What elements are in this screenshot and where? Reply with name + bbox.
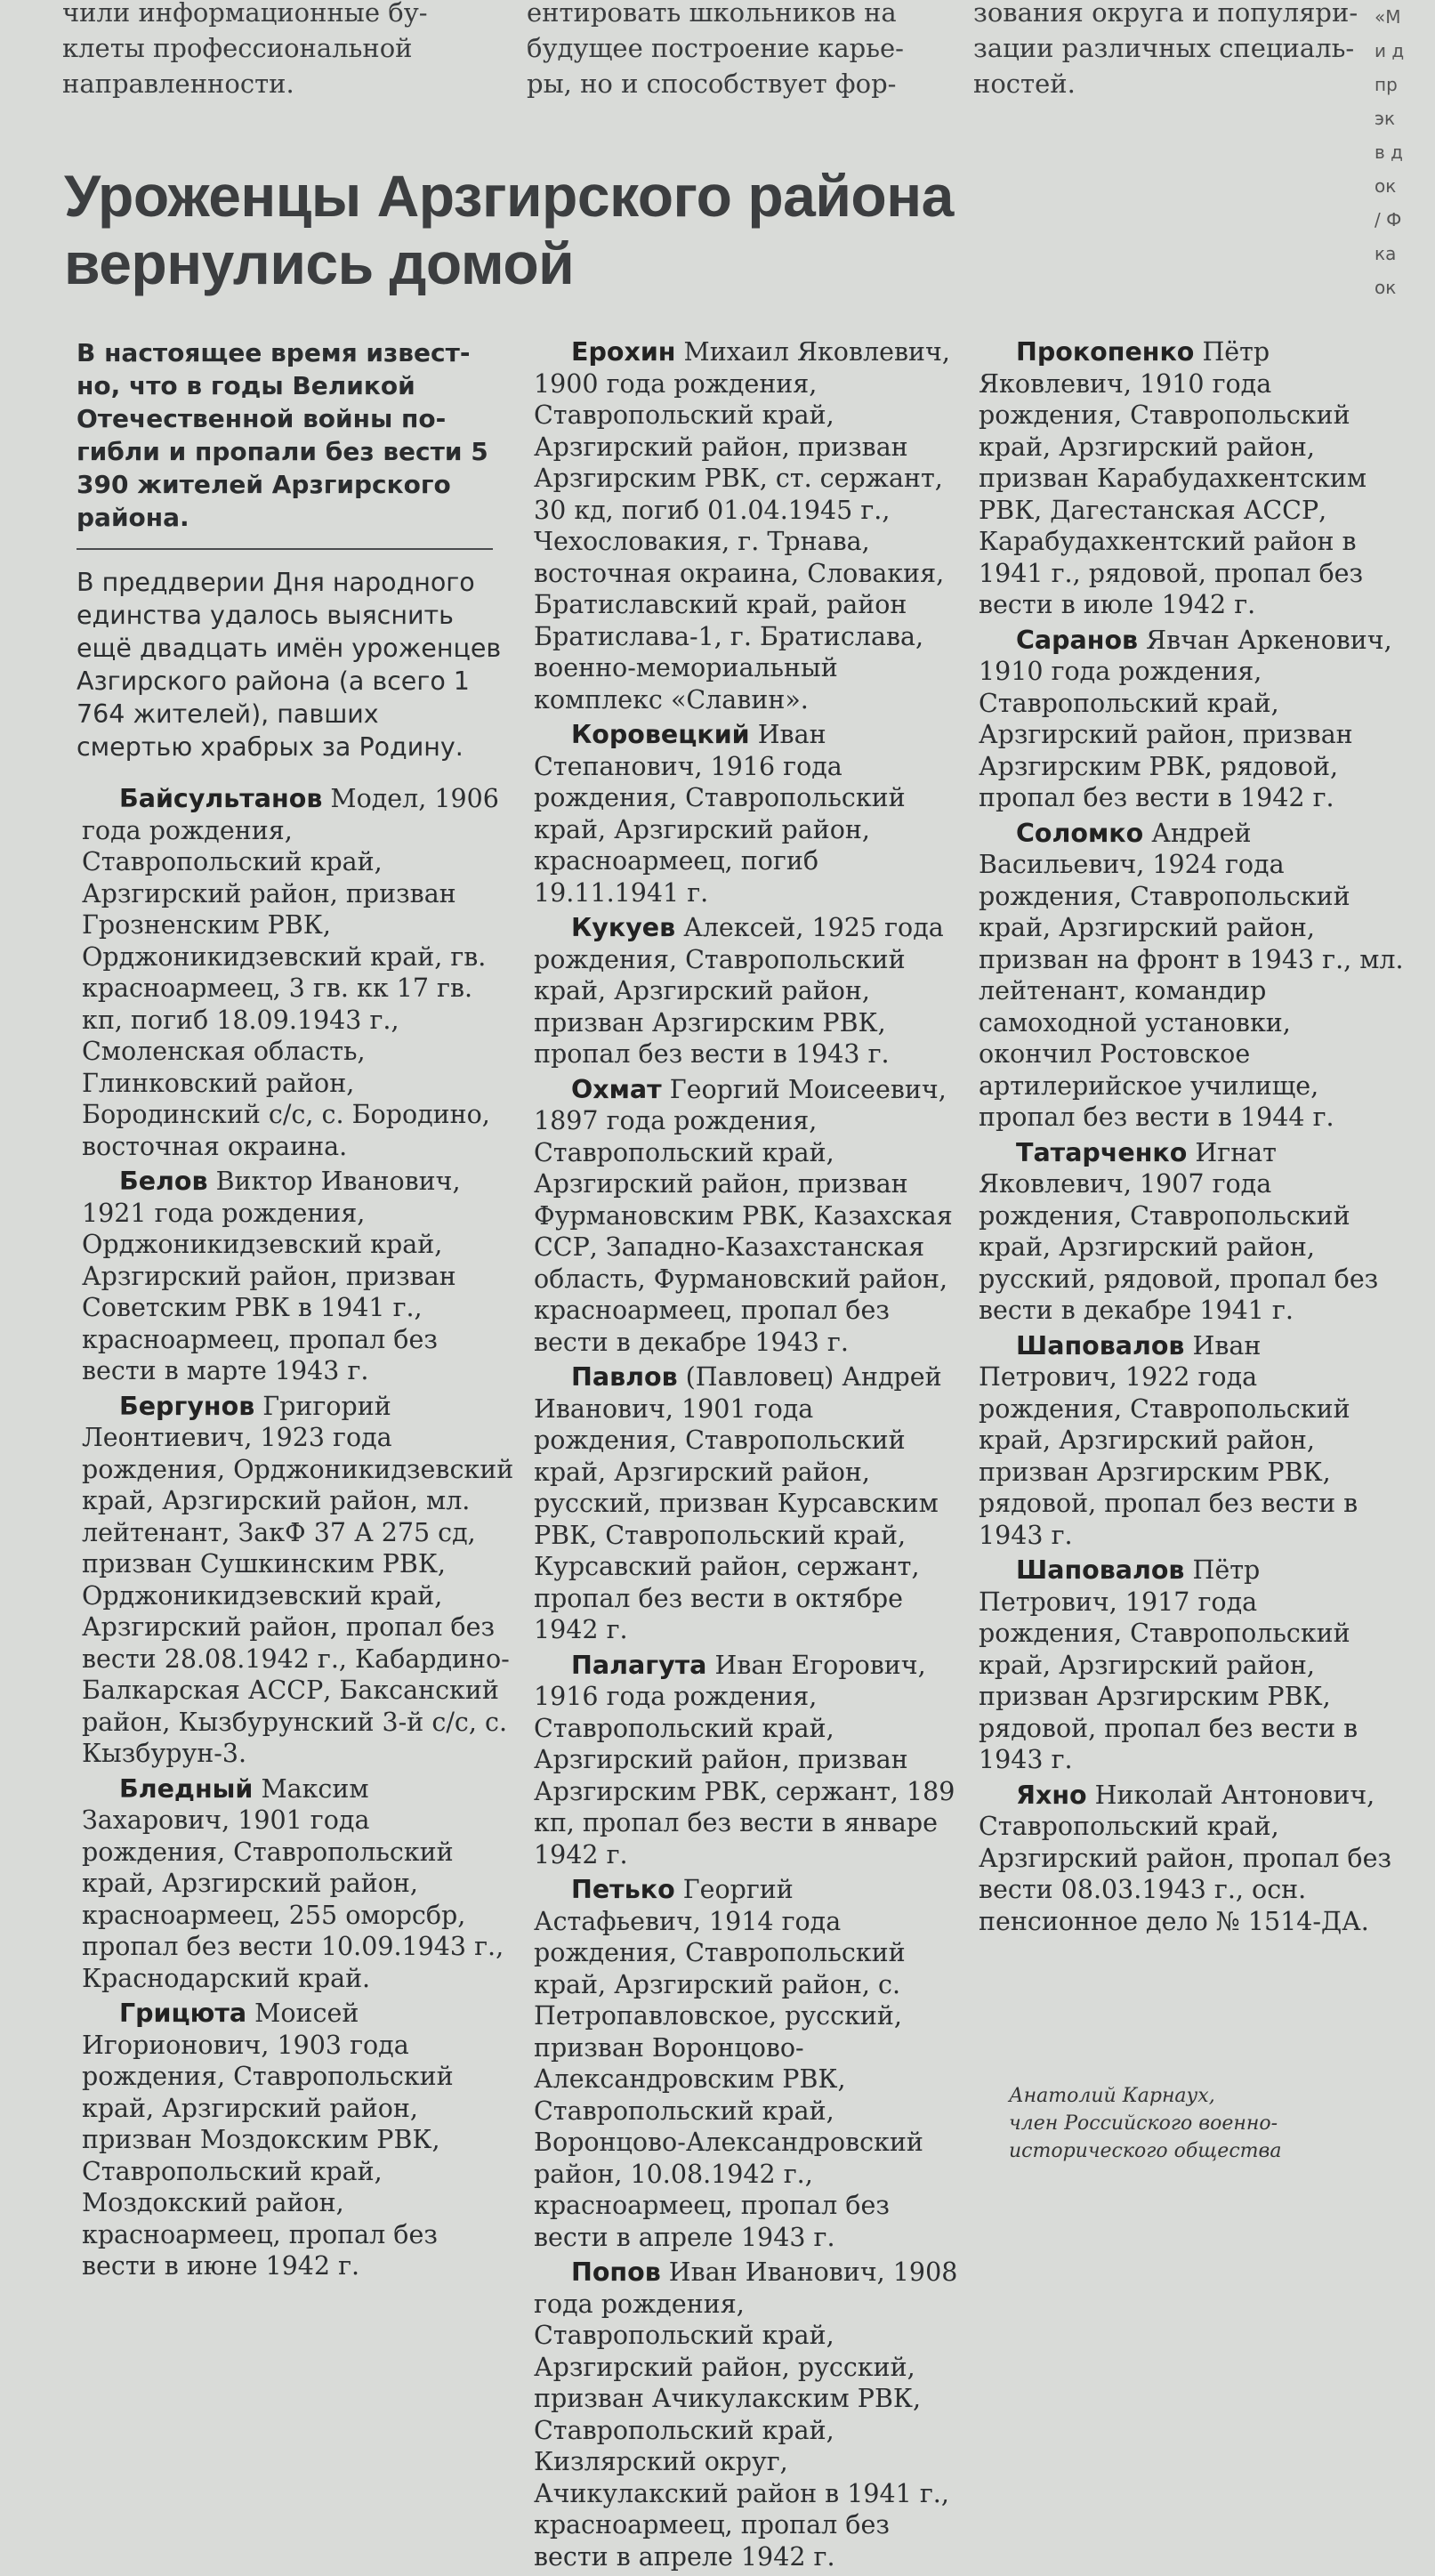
soldier-entry (979, 1780, 1404, 1938)
entry-surname: Татарченко (1016, 1137, 1188, 1167)
entry-details: Иван Егорович, 1916 года рождения, Ставропольский край, Арзгирский район, призван Арзгирским РВК, сержант, 189 кп, пропал без вести в январе 1942 г. (534, 1650, 955, 1869)
entry-surname: Саранов (1016, 625, 1139, 655)
entry-details: Григорий Леонтиевич, 1923 года рождения, Орджоникидзевский край, Арзгирский район, мл. лейтенант, ЗакФ 37 А 275 сд, призван Сушкинским РВК, Орджоникидзевский край, Арзгирский район, пропал без вести 28.08.1942 г., Кабардино-Балкарская АССР, Баксанский район, Кызбурунский 3-й с/с, с. Кызбурун-3. (82, 1391, 514, 1768)
soldier-entry (979, 1554, 1404, 1776)
entry-details: Николай Антонович, Ставропольский край, Арзгирский район, пропал без вести 08.03.1943 г., осн. пенсионное дело № 1514-ДА. (979, 1780, 1391, 1936)
entry-details: Алексей, 1925 года рождения, Ставропольский край, Арзгирский район, призван Арзгирским РВК, пропал без вести в 1943 г. (534, 913, 944, 1069)
entry-surname: Охмат (571, 1074, 662, 1104)
edge-fragment: ка (1375, 243, 1397, 264)
soldier-entry (534, 912, 959, 1070)
entry-details: (Павловец) Андрей Иванович, 1901 года рождения, Ставропольский край, Арзгирский район, русский, призван Курсавским РВК, Ставропольский край, Курсавский район, сержант, пропал без вести в октябре 1942 г. (534, 1362, 942, 1644)
soldier-entry (534, 1650, 959, 1871)
edge-fragment: ок (1375, 277, 1397, 298)
fragment-column-2 (527, 0, 904, 101)
fragment-column-3 (973, 0, 1358, 101)
fragment-column-1 (62, 0, 428, 101)
fragment-line: ры, но и способствует фор- (527, 69, 897, 99)
edge-fragment: эк (1375, 108, 1396, 129)
soldier-entry (534, 719, 959, 908)
entry-details: Иван Иванович, 1908 года рождения, Ставропольский край, Арзгирский район, русский, призван Ачикулакским РВК, Ставропольский край, Кизлярский округ, Ачикулакский район в 1941 г., красноармеец, пропал без вести в апреле 1942 г. (534, 2257, 958, 2572)
entry-surname: Попов (571, 2257, 661, 2287)
fragment-line: ентировать школьников на (527, 0, 897, 28)
article-headline (64, 162, 1060, 297)
fragment-line: зации различных специаль- (973, 33, 1355, 63)
entry-details: Виктор Иванович, 1921 года рождения, Орджоникидзевский край, Арзгирский район, призван Советским РВК в 1941 г., красноармеец, пропал без вести в марте 1943 г. (82, 1167, 461, 1385)
entry-surname: Коровецкий (571, 720, 750, 749)
entry-details: Моисей Игорионович, 1903 года рождения, Ставропольский край, Арзгирский район, призван Моздокским РВК, Ставропольский край, Моздокский район, красноармеец, пропал без вести в июне 1942 г. (82, 1999, 454, 2281)
entries-column-1 (82, 783, 516, 2286)
soldier-entry (534, 2257, 959, 2572)
author-role: член Российского военно- (1009, 2112, 1278, 2135)
article-intro: В преддверии Дня народного единства удалось выяснить ещё двадцать имён уроженцев Азгирского района (а всего 1 764 жителей), павших смертью храбрых за Родину. (77, 568, 502, 762)
entry-details: Модел, 1906 года рождения, Ставропольский край, Арзгирский район, призван Грозненским РВК, Орджоникидзевский край, гв. красноармеец, 3 гв. кк 17 гв. кп, погиб 18.09.1943 г., Смоленская область, Глинковский район, Бородинский с/с, с. Бородино, восточная окраина. (82, 784, 499, 1161)
entry-details: Максим Захарович, 1901 года рождения, Ставропольский край, Арзгирский район, красноармеец, 255 оморсбр, пропал без вести 10.09.1943 г., Краснодарский край. (82, 1773, 504, 1993)
headline-line: Уроженцы Арзгирского района (64, 163, 954, 229)
fragment-line: будущее построение карье- (527, 33, 904, 63)
fragment-line: клеты профессиональной (62, 33, 413, 63)
entry-surname: Белов (119, 1167, 208, 1196)
entry-details: Иван Степанович, 1916 года рождения, Ставропольский край, Арзгирский район, красноармеец, погиб 19.11.1941 г. (534, 720, 906, 908)
lead-divider (77, 548, 493, 550)
previous-article-fragment (0, 0, 1435, 107)
edge-fragment: в д (1375, 141, 1403, 163)
entry-details: Михаил Яковлевич, 1900 года рождения, Ставропольский край, Арзгирский район, призван Арзгирским РВК, ст. сержант, 30 кд, погиб 01.04.1945 г., Чехословакия, г. Трнава, восточная окраина, Словакия, Братиславский край, район Братислава-1, г. Братислава, военно-мемориальный комплекс «Славин». (534, 337, 950, 715)
entry-surname: Ерохин (571, 337, 676, 367)
author-role: исторического общества (1009, 2140, 1282, 2162)
fragment-line: направленности. (62, 69, 294, 99)
fragment-line: чили информационные бу- (62, 0, 428, 28)
soldier-entry (979, 818, 1404, 1134)
soldier-entry (82, 783, 516, 1162)
fragment-line: ностей. (973, 69, 1076, 99)
entry-surname: Кукуев (571, 913, 676, 942)
entry-details: Георгий Астафьевич, 1914 года рождения, Ставропольский край, Арзгирский район, с. Петропавловское, русский, призван Воронцово-Александровским РВК, Ставропольский край, Воронцово-Александровский район, 10.08.1942 г., красноармеец, пропал без вести в апреле 1943 г. (534, 1875, 923, 2252)
entry-surname: Прокопенко (1016, 337, 1195, 367)
edge-fragment: и д (1375, 40, 1405, 61)
entries-column-3 (979, 336, 1404, 1941)
entry-details: Явчан Аркенович, 1910 года рождения, Ставропольский край, Арзгирский район, призван Арзгирским РВК, рядовой, пропал без вести в 1942 г. (979, 625, 1392, 812)
entry-details: Игнат Яковлевич, 1907 года рождения, Ставропольский край, Арзгирский район, русский, рядовой, пропал без вести в декабре 1941 г. (979, 1137, 1379, 1325)
soldier-entry (534, 1874, 959, 2253)
entry-surname: Петько (571, 1875, 675, 1904)
soldier-entry (534, 1074, 959, 1359)
entry-surname: Байсультанов (119, 784, 323, 813)
edge-fragment: / Ф (1375, 209, 1402, 230)
fragment-line: зования округа и популяри- (973, 0, 1358, 28)
edge-fragment: «М (1375, 6, 1401, 28)
edge-fragment: ок (1375, 175, 1397, 197)
entry-details: Пётр Петрович, 1917 года рождения, Ставропольский край, Арзгирский район, призван Арзгирским РВК, рядовой, пропал без вести в 1943 г. (979, 1555, 1358, 1774)
soldier-entry (82, 1166, 516, 1387)
soldier-entry (534, 1361, 959, 1646)
entry-details: Андрей Васильевич, 1924 года рождения, Ставропольский край, Арзгирский район, призван на фронт в 1943 г., мл. лейтенант, командир самоходной установки, окончил Ростовское артилерийское училище, пропал без вести в 1944 г. (979, 818, 1404, 1132)
edge-fragment: пр (1375, 74, 1398, 95)
entry-details: Георгий Моисеевич, 1897 года рождения, Ставропольский край, Арзгирский район, призван Фурмановским РВК, Казахская ССР, Западно-Казахстанская область, Фурмановский район, красноармеец, пропал без вести в декабре 1943 г. (534, 1074, 953, 1357)
soldier-entry (534, 336, 959, 715)
soldier-entry (979, 1330, 1404, 1552)
soldier-entry (979, 1137, 1404, 1327)
entry-surname: Шаповалов (1016, 1555, 1185, 1585)
entry-surname: Соломко (1016, 818, 1144, 848)
entry-surname: Бергунов (119, 1391, 255, 1421)
adjacent-page-edge (1375, 0, 1435, 320)
entry-details: Пётр Яковлевич, 1910 года рождения, Ставропольский край, Арзгирский район, призван Карабудахкентским РВК, Дагестанская АССР, Карабудахкентский район в 1941 г., рядовой, пропал без вести в июле 1942 г. (979, 337, 1367, 619)
author-name: Анатолий Карнаух, (1009, 2085, 1215, 2107)
entry-surname: Палагута (571, 1650, 707, 1680)
soldier-entry (979, 625, 1404, 814)
article-lead: В настоящее время извест-но, что в годы Великой Отечественной войны по-гибли и пропали без вести 5 390 жителей Арзгирского района. (77, 338, 488, 532)
headline-line: вернулись домой (64, 230, 575, 296)
entry-surname: Павлов (571, 1362, 678, 1392)
soldier-entry (82, 1773, 516, 1995)
author-signature (1009, 2082, 1365, 2165)
soldier-entry (979, 336, 1404, 621)
entry-surname: Шаповалов (1016, 1330, 1185, 1361)
entry-surname: Яхно (1016, 1780, 1087, 1810)
soldier-entry (82, 1391, 516, 1770)
soldier-entry (82, 1998, 516, 2282)
entry-surname: Бледный (119, 1773, 254, 1804)
entries-column-2 (534, 336, 959, 2576)
entry-surname: Грицюта (119, 1999, 247, 2028)
entry-details: Иван Петрович, 1922 года рождения, Ставропольский край, Арзгирский район, призван Арзгирским РВК, рядовой, пропал без вести в 1943 г. (979, 1330, 1358, 1550)
